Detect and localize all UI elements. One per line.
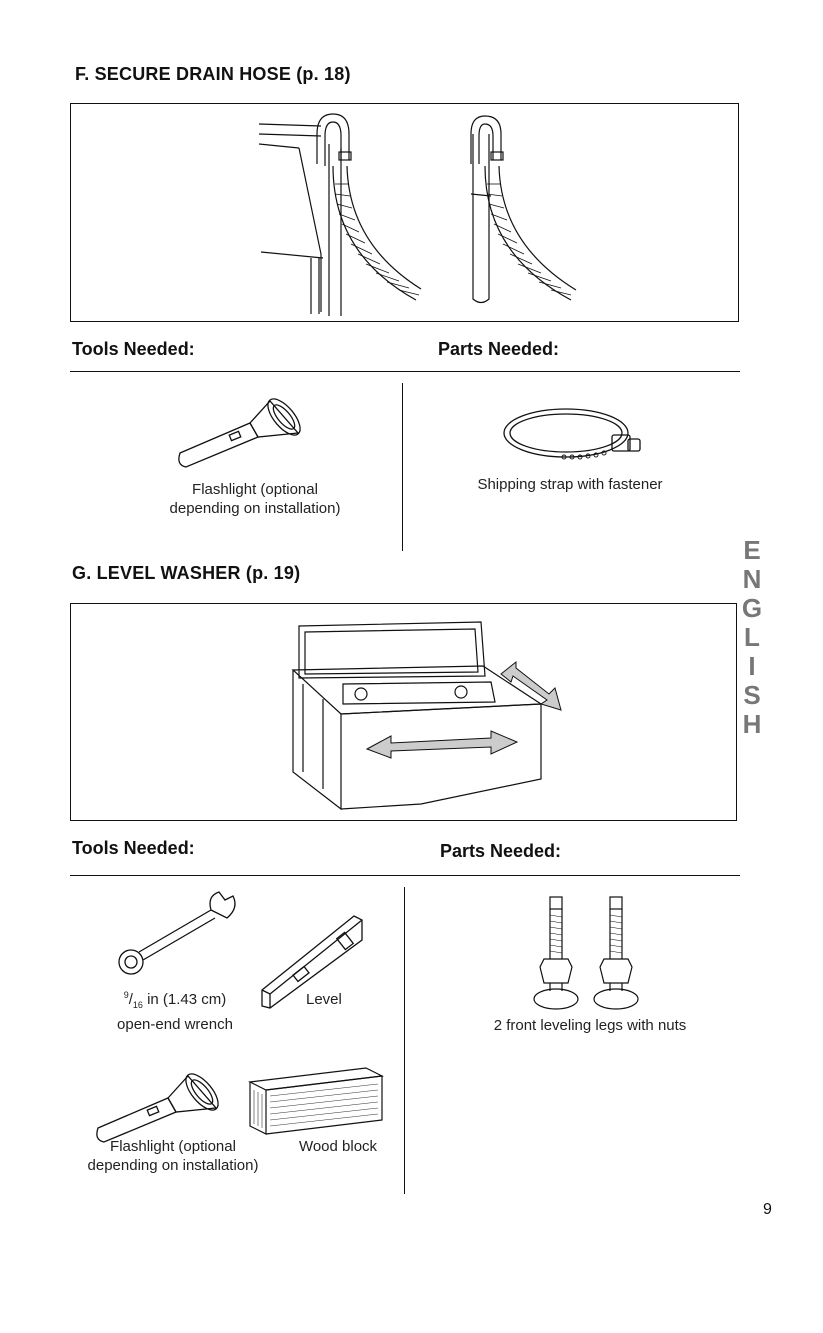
drain-hose-illustration-frame [70,103,739,322]
flashlight-caption-line2: depending on installation) [87,1157,259,1174]
flashlight-caption-line1: Flashlight (optional [110,1138,236,1155]
flashlight-caption-line1: Flashlight (optional [192,481,318,498]
wrench-caption-line2: open-end wrench [117,1016,233,1033]
wood-block-caption: Wood block [298,1138,378,1155]
leveling-legs-caption: 2 front leveling legs with nuts [493,1017,687,1034]
wrench-caption-line1: $^9/_{16}$ in (1.43 cm) [123,990,227,1010]
wrench-size-rest: in (1.43 cm) [142,991,227,1008]
level-washer-illustration-frame [70,603,737,821]
section-f-divider [70,371,740,372]
section-f-column-divider [402,383,403,551]
flashlight-caption-line2: depending on installation) [169,500,341,517]
language-side-tab: ENGLISH [737,535,767,738]
section-f-tools-heading: Tools Needed: [72,339,195,359]
section-g-title: G. LEVEL WASHER (p. 19) [72,563,301,583]
level-caption: Level [306,991,342,1008]
flashlight-icon [170,393,310,473]
shipping-strap-icon [500,405,650,470]
wrench-caption [90,986,260,1034]
wrench-size-denominator: 16 [132,1000,143,1010]
section-g-divider [70,875,740,876]
shipping-strap-caption: Shipping strap with fastener [477,476,663,493]
flashlight-caption [58,1137,288,1175]
flashlight-caption [140,480,370,518]
leveling-legs-icon [530,895,650,1015]
drain-hose-illustration [71,104,737,320]
wrench-icon [115,890,245,980]
section-g-tools-heading: Tools Needed: [72,838,195,858]
section-g-column-divider [404,887,405,1194]
section-f-parts-heading: Parts Needed: [438,339,560,359]
level-washer-illustration [71,604,735,819]
section-g-parts-heading: Parts Needed: [440,841,562,861]
page-number: 9 [763,1201,772,1218]
section-f-title: F. SECURE DRAIN HOSE (p. 18) [75,64,351,84]
wood-block-icon [246,1060,386,1136]
flashlight-icon [88,1068,228,1148]
wrench-size-numerator: 9 [123,990,129,1000]
